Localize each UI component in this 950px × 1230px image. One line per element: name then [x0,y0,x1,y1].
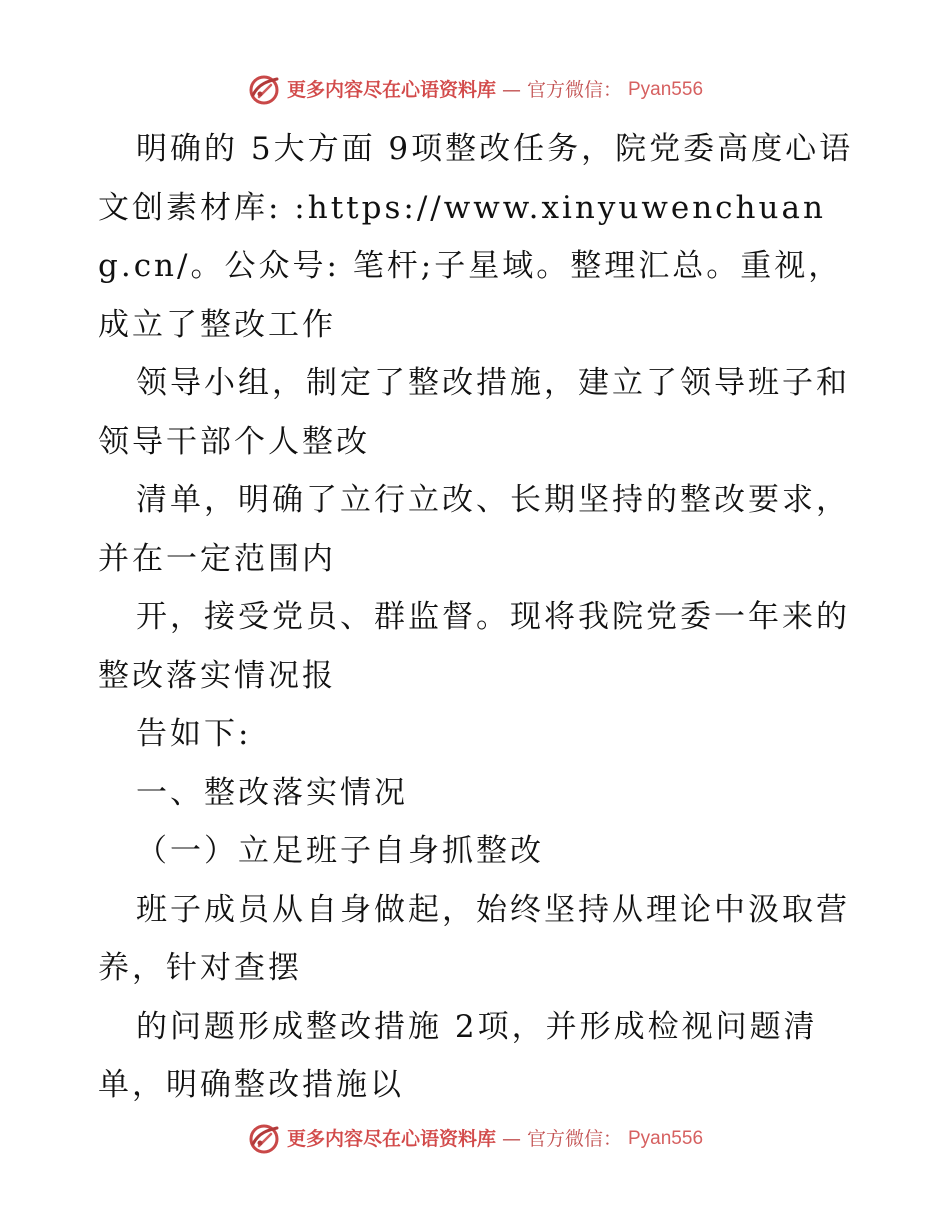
document-body [98,120,858,1115]
banner-wechat-id: Pyan556 [628,1128,704,1149]
brush-swirl-logo-icon [247,73,281,107]
paragraph-8: 班子成员从自身做起，始终坚持从理论中汲取营养，针对查摆 [98,891,850,986]
paragraph-5: 告如下: [136,716,252,752]
banner-separator: — [501,79,521,101]
banner-wechat-label: 官方微信： [526,79,622,101]
paragraph-4: 开，接受党员、群监督。现将我院党委一年来的整改落实情况报 [98,599,850,694]
banner-wechat-label: 官方微信： [526,1128,622,1150]
banner-site-name: 更多内容尽在心语资料库 [286,1128,496,1150]
paragraph-2: 领导小组，制定了整改措施，建立了领导班子和领导干部个人整改 [98,365,850,460]
paragraph-1: 明确的 5大方面 9项整改任务，院党委高度心语文创素材库: :https://www.xinyuwenchuang.cn/。公众号: 笔杆;子星域。整理汇总。重视，成立了整改工作 [98,131,854,343]
paragraph-3: 清单，明确了立行立改、长期坚持的整改要求，并在一定范围内 [98,482,850,577]
header-watermark-banner [0,70,950,110]
section-heading: 一、整改落实情况 [136,774,408,811]
banner-separator: — [501,1128,521,1150]
footer-watermark-banner [0,1119,950,1159]
banner-wechat-id: Pyan556 [628,79,704,100]
paragraph-9: 的问题形成整改措施 2项，并形成检视问题清单，明确整改措施以 [98,1008,818,1103]
subsection-heading: （一）立足班子自身抓整改 [136,833,544,869]
brush-swirl-logo-icon [247,1122,281,1156]
banner-site-name: 更多内容尽在心语资料库 [286,79,496,101]
